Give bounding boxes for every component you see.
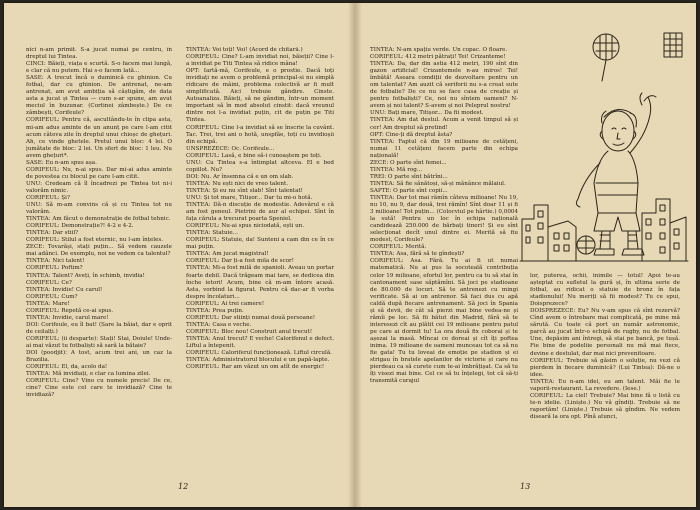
left-page-column-2: TINTEA: Voi toți! Voi! (Acord de chitară.) CORIFEUL: Cine? L-am invidiat noi, băieții? Cine l-a invidiat pe Titi Tintea să ridice mâna! OPT: Iartă-mă, Corifeule, e o prostie. Dacă toți invidiați ne avem o problemă principal-si nu simplă ridicare de mâini, problema colectivă ar fi mult simplificată. Aici trebuie gândire. Cinste. Autoanaliza. Băieți, să ne gândim, într-un moment important să în mod absolut cinstit: dacă vreunul dintre noi l-a invidiat puțin, cit de puțin pe Titi Tintea. CORIFEUL: Cine l-a invidiat să se înscrie la cuvânt. Tac. Trei, trei ani o hotă, unspfăe, toți cu invidioșii din echipă. UNSPREZECE: Oc. Corifeule... CORIFEUL: Lasă, e bine să-i cunoaștem pe toți. UNU: Cu Tintea s-a întimplat altceva. El e bed copiilot. Nu? DOI: Nu. Ar însemna că e un om slab. TINTEA: Nu ești nici de vreo talent. TINTEA: Și eu nu sînt slab! Sînt talentat! UNU: Și tot mare, Titișor... Dar tu mi-o hotă. TINTEA: Dă-n discuție de modestie. Adevărul e că am fost geneul. Pietrini de aur al echipei. Sînt în fața cărula a trecurat poarta Speniel. CORIFEUL: Nu-ai spus niciodată, ești un. TINTEA: Statuie... CORIFEUL: Statuie, da! Sunteni a cam din ce în ce mai puțin. TINTEA: Am jucat magistral! CORIFEUL: Dar ți-a fost mila de scor! TINTEA: Mi-a fost milă de spanioli. Aveau un portar foarte debil. Dacă trăgeam mai tare, se dedicea din înche ietori! Acum, bine că m-am întors acasă. Asta, vorbind la figurat. Pentru că dac-ar fi vorba despre încolaturi... CORIFEUL: Ai trei camere! TINTEA: Prea puțin. CORIFEUL: Dar stiinți numai două persoane! TINTEA: Casa e veche. CORIFEUL: Bloc nou! Construit anul trecut! TINTEA: Anul trecut? E veche! Calorifenul e defect. Liftul a întepenit. CORIFEUL: Caloriferul funcționează. Liftul circulă. TINTEA: Administratorul blocului e un papă-lapte. CORIFEUL: Rar am văzut un om atît de energic! xyxy=(186,47,334,371)
right-page-number: 13 xyxy=(520,482,531,491)
left-page-column-1: nici n-am primit. S-a jucat numai pe centru, în dreptul lui Tintea. CINCI: Băieți, viața e scurtă. S-o facem mai lungă, e clar că nu putem. Hai s-o facem lată... SASE: A trecut încă o duminică cu ghinion. Cu fotbal, dar cu ghinion. De antrenat, ne-am antrenat, am avut ambiția să câștigăm, de data asta a jucat și Tintea — cum s-ar spune, am avut meciul în buzunar. (Cortinei zâmbește.) De ce zâmbești, Corifeule? CORIFEUL: Pentru că, ascultându-te în clipa asta, mi-am adus aminte de un anunț pe care l-am citit acum câteva zile în dreptul unui chioșc de ghețuri. Ah, ce vinde ghetele. Pretul unui bloc: 4 lei. O jumătate de bloc: 2 lei. Un sfert de bloc: 1 leu. Nu avem ghețuri*. SASE: Eu n-am spus așa. CORIFEUL: Nu, n-ai spus. Dar mi-ai adus aminte de povestea cu blocul pe care l-am citit. UNU: Credeam că îl încadrezi pe Tintea tot ni-i valorăm nimic. CORIFEUL: Și? UNU: Să m-am convins că și cu Tintea tot nu valorăm. TINTEA: Am făcut o demonstrație de fotbal tehnic. CORIFEUL: Demonstrație?! 4-2 e 4-2. TINTEA: Dar stiil? CORIFEUL: Stilul a fost eternic, nu l-am înțeles. ZECE: Tovarăși, stați puțin... Să vedem cauzele mai adânci. De exemplu, noi ne vedem ca talentul? TINTEA: Nici talent! CORIFEUL: Poftim? TINTEA: Talent? Aveți, în schimb, invidia! CORIFEUL: Ce? TINTEA: Invidie! Cu carul! CORIFEUL: Cum? TINTEA: Mare! CORIFEUL: Repetă ce-ai spus. TINTEA: Invidie, carul mare! DOI: Corifeule, eu îl bat! (Sare la băiat, dar e oprit de ceilalți.) CORIFEUL: (ii desparte): Stați! Stai, Doiule! Unde-ai mai văzut tu fotbaliști să sară la bătaie? DOI (poodjit): A tost, acum trei ani, un caz la Brazilia. CORIFEUL: El, da, acolo da! TINTEA: Mă invidiați, e clar ca lumina zilei. CORIFEUL: Cine? Vino cu numele precis! De ce, cine? Cine este cel care te invidiază? Cine te invidiază? xyxy=(26,47,172,399)
left-page-number: 12 xyxy=(178,482,189,491)
book-spread xyxy=(4,3,696,507)
boy-with-ball-illustration xyxy=(518,23,690,269)
left-page xyxy=(4,3,352,507)
right-page-column-1: TINTEA: N-am spațiu verde. Un copac. O floare. CORIFEUL: 412 metri pătrați! Tei! Crizanteme! TINTEA: Da, dar din astia 412 metri, 190 sînt din gazon artificial! Crizantemele n-au miros! Tei! îmbătă! Aseara comdiții de dezvoltare pentru un om talentat? Am auzit că seriforii nu s-a creat sute de fotbalie? De ce nu se face casa de creație și pentru fotbaliști? Ce, noi nu sîntem oameni? N-avem și noi talent? S-avem și noi Peleprul nostru! UNU: Bați mare, Titișor... Da fii modest. TINTEA: Am dat destul. Acum a venit timpul să și cer! Am dreptul să pretind! OPT: Cine-ți dă dreptul ăsta? TINTEA: Faptul că din 19 milioane de cetățeni, numai 11 cetățeni facem parte din echipa națională! ZECE: O parte sînt femei... TINTEA: Mă rog... TREI: O parte sînt bătrîni... TINTEA: Să fie sănătoși, să-și mănânce mălaiul. SAPTE: O parte sînt copii... TINTEA: Dar tot mai rămîn câteva milioane! Nu 19, nu 10, nu 9, dar două, trei rămîn! Sînt doar 11 și fi 3 milioane! Tot puțin... (Colocviul pe hârtie.) 0,0004 la sută! Pentru un loc în echipa națională candidează 250.000 de bărbați tineri! Și eu sînt selecționat decît unul dintre ei. Merită să fiu modest, Corifeule? CORIFEUL: Merită. TINTEA: Asa, fără să te gîndești? CORIFEUL: Asa. Fără. Tu ai fi ut numai matematică. Nu ai pus la socoteală contribuția celor 19 milioane, efortul lor, pentru ca tu să stai în cantonament sase săptămîni. Să joci pe stadioane de 80.000 de locuri. Să te antrenezi cu mingi verificate. Să ai un antrenor. Să faci dus cu apă caldă după fiecare antrenament. Să joci în Spania și să devii, de cât să pierzi mai bine vedea-ne și rămîi pe loc. Să fii bătut din Madrid, fără să te interesezi cît au plătit cei 19 milioane pentru patul pe care ai dormit tu! La ora două fix coborai și te așezai la masă. Mîncai ce doreai și cît îți poftea inima. 19 milioane de oameni munceau tot ca să nu fie gata! Tu tu loveai de emoție pe stadion și ei strigau în bratele apelanilor de victorie și care nu pierdeau ca să curete cum te-ai îmbrățișat. Ca să tu îți visezi mai bine. Cel ce să tu înțelegi, tot că să-ți transmită curajul xyxy=(370,47,518,385)
right-page-column-2: lor, puterea, ochii, inimile — totul! Apoi te-au așteptat cu sufletul la gură și, în ultima serie de fotbal, au ridicat o statuie de bronz în fața stadionului! Nu meriți să fii modest? Tu ce spui, Doisprezece? DOISPREZECE: Eu? Nu v-am spus că sînt rezervă? Cînd avem o întrebare mai complicată, pe mine mă sărută. Cu toate că port un număr astronomic, parcă au jucat într-o echipă de rugby, nu de fotbal. Une, depăsim ani întregi, să stai pe bancă, pe tușă. Fie bine de podeliie personali nu mă mai fiece, devine e destulat, dar mai nici prevenitoare. CORIFEUL: Trebuie să găsim o soluție, nu vezi că pierdem în fiecare duminică? (Lui Tintea): Dă-ne o idee. TINTEA: Eu n-am idei, eu am talent. Măi fie le vaporii-restaurant. La revedere. (Iese.) CORIFEUL: La ciel! Trebuie? Mai bine fă o listă cu te-n idelie. (Liniște.) Nu vă gîndiți. Trebuie să ne raportăm! (Liniște.) Trebuie să gîndim. Ne vedem diseară la ora opt. Pînă atunci, xyxy=(530,273,680,420)
right-page xyxy=(358,3,696,507)
